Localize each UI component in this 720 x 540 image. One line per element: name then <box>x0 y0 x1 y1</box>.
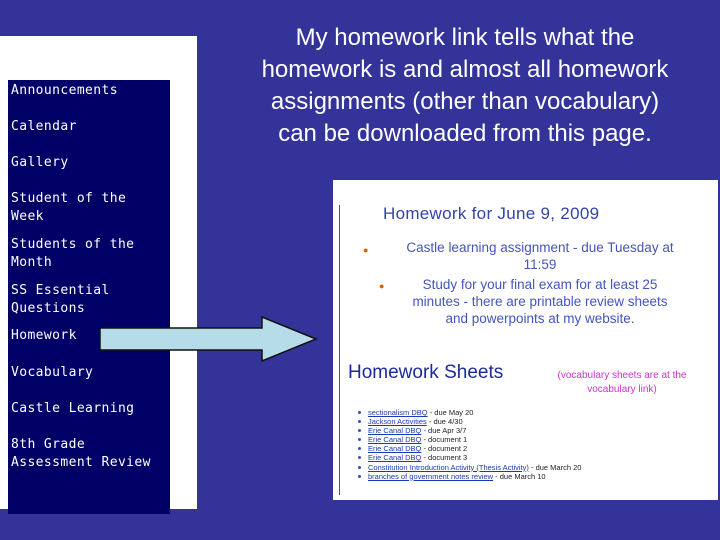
sheet-due: - due March 10 <box>493 471 546 481</box>
sidebar-nav-menu <box>8 80 170 514</box>
homework-assignment-2: Study for your final exam for at least 25 minutes - there are printable review sheets and powerpoints at my website. <box>412 277 668 326</box>
sheet-due: - document 1 <box>421 435 468 445</box>
caption-line: can be downloaded from this page. <box>278 120 652 147</box>
list-item <box>356 408 716 417</box>
caption-line: assignments (other than vocabulary) <box>270 88 660 115</box>
sidebar-item-announcements[interactable]: Announcements <box>11 83 118 98</box>
page-divider <box>339 205 340 495</box>
sidebar-item-students-of-the-month[interactable]: Students of the Month <box>11 237 135 270</box>
sidebar-item-ss-essential-questions[interactable]: SS Essential Questions <box>11 283 110 316</box>
homework-sheets-heading: Homework Sheets <box>348 362 504 383</box>
sheet-link[interactable]: Jackson Activities <box>368 417 427 427</box>
sidebar-item-calendar[interactable]: Calendar <box>11 119 77 134</box>
homework-sheets-list <box>356 408 716 481</box>
sheet-link[interactable]: sectionalism DBQ <box>368 408 428 417</box>
list-item <box>356 417 716 426</box>
sheet-due: - due Apr 3/7 <box>421 426 467 436</box>
sheet-link[interactable]: Erie Canal DBQ <box>368 453 422 463</box>
bullet-icon: ● <box>379 281 385 291</box>
homework-assignment-1: Castle learning assignment - due Tuesday at 11:59 <box>406 240 674 272</box>
sheet-link[interactable]: Erie Canal DBQ <box>368 426 422 436</box>
sidebar-item-vocabulary[interactable]: Vocabulary <box>11 365 94 380</box>
sheet-due: - due 4/30 <box>426 417 463 427</box>
sidebar-item-castle-learning[interactable]: Castle Learning <box>11 401 135 416</box>
list-item <box>356 472 716 481</box>
sidebar-item-homework[interactable]: Homework <box>11 328 77 343</box>
homework-title: Homework for June 9, 2009 <box>383 204 600 223</box>
list-item <box>356 444 716 453</box>
sheet-due: - due May 20 <box>427 408 474 417</box>
sheet-link[interactable]: Erie Canal DBQ <box>368 435 422 445</box>
vocabulary-note: (vocabulary sheets are at the vocabulary link) <box>557 370 687 395</box>
right-arrow-icon <box>100 316 318 362</box>
sidebar-item-student-of-the-week[interactable]: Student of the Week <box>11 191 127 224</box>
sidebar-item-gallery[interactable]: Gallery <box>11 155 69 170</box>
list-item <box>356 463 716 472</box>
caption-line: homework is and almost all homework <box>261 56 669 83</box>
sheet-link[interactable]: Constitution Introduction Activity (Thesis Activity) <box>368 462 529 472</box>
list-item <box>356 435 716 444</box>
list-item <box>356 453 716 462</box>
bullet-icon: ● <box>363 245 369 255</box>
list-item <box>356 426 716 435</box>
sheet-link[interactable]: Erie Canal DBQ <box>368 444 422 454</box>
slide-caption <box>215 22 715 150</box>
caption-line: My homework link tells what the <box>295 24 635 51</box>
sheet-due: - document 3 <box>421 453 468 463</box>
sheet-link[interactable]: branches of government notes review <box>368 471 494 481</box>
sidebar-item-8th-grade-assessment-review[interactable]: 8th Grade Assessment Review <box>11 437 151 470</box>
sheet-due: - due March 20 <box>528 462 582 472</box>
sheet-due: - document 2 <box>421 444 468 454</box>
nav-screenshot-panel <box>0 36 197 509</box>
